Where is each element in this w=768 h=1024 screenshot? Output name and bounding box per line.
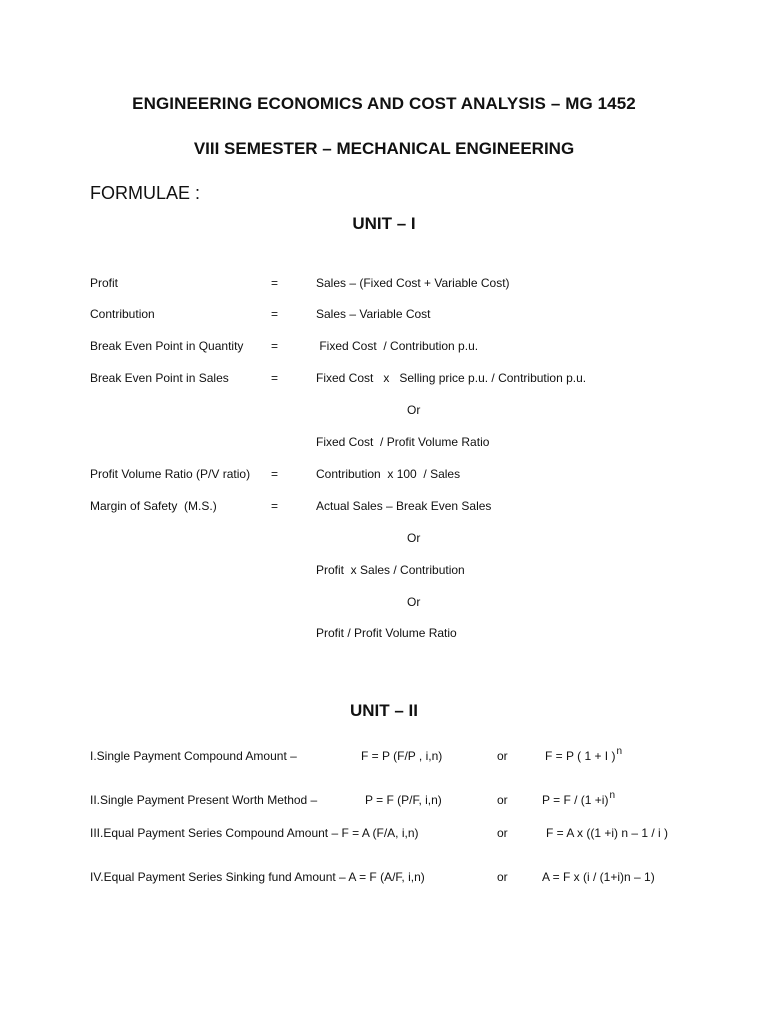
unit-1-heading: UNIT – I — [352, 214, 416, 233]
formulae-label: FORMULAE : — [90, 183, 201, 203]
formula-margin-of-safety-alt-2: Profit / Profit Volume Ratio — [316, 626, 457, 640]
equals-sign: = — [271, 276, 279, 290]
formula-pv-ratio: Contribution x 100 / Sales — [316, 467, 461, 481]
document-title: ENGINEERING ECONOMICS AND COST ANALYSIS – MG 1452 — [132, 94, 636, 113]
term-bep-quantity: Break Even Point in Quantity — [90, 339, 244, 353]
formula-text: F = P ( 1 + I ) — [545, 749, 616, 763]
term-pv-ratio: Profit Volume Ratio (P/V ratio) — [90, 467, 251, 481]
formula-contribution: Sales – Variable Cost — [316, 307, 431, 321]
document-subtitle: VIII SEMESTER – MECHANICAL ENGINEERING — [193, 139, 575, 158]
superscript-n: n — [609, 790, 616, 801]
or-text: Or — [407, 531, 421, 545]
unit-2-row-alt-formula — [545, 746, 623, 763]
unit-2-row-formula: F = P (F/P , i,n) — [361, 749, 443, 763]
formula-margin-of-safety-alt-1: Profit x Sales / Contribution — [316, 563, 465, 577]
formula-margin-of-safety: Actual Sales – Break Even Sales — [316, 499, 492, 513]
superscript-n: n — [616, 746, 623, 757]
equals-sign: = — [271, 499, 279, 513]
or-text: or — [497, 870, 508, 884]
or-text: or — [497, 749, 508, 763]
equals-sign: = — [271, 467, 279, 481]
unit-2-row-label: III.Equal Payment Series Compound Amount – F = A (F/A, i,n) — [90, 826, 419, 840]
unit-2-heading: UNIT – II — [349, 701, 418, 720]
equals-sign: = — [271, 307, 279, 321]
unit-2-row-alt-formula: A = F x (i / (1+i)n – 1) — [542, 870, 655, 884]
formula-bep-sales: Fixed Cost x Selling price p.u. / Contribution p.u. — [316, 371, 587, 385]
formula-bep-sales-alt: Fixed Cost / Profit Volume Ratio — [316, 435, 490, 449]
formula-bep-quantity: Fixed Cost / Contribution p.u. — [316, 339, 479, 353]
term-contribution: Contribution — [90, 307, 155, 321]
unit-2-row-alt-formula: F = A x ((1 +i) n – 1 / i ) — [546, 826, 669, 840]
unit-2-row-label: I.Single Payment Compound Amount – — [90, 749, 297, 763]
or-text: Or — [407, 403, 421, 417]
equals-sign: = — [271, 371, 279, 385]
unit-2-row-label: II.Single Payment Present Worth Method – — [90, 793, 318, 807]
or-text: Or — [407, 595, 421, 609]
term-profit: Profit — [90, 276, 119, 290]
equals-sign: = — [271, 339, 279, 353]
formula-profit: Sales – (Fixed Cost + Variable Cost) — [316, 276, 510, 290]
term-margin-of-safety: Margin of Safety (M.S.) — [90, 499, 217, 513]
term-bep-sales: Break Even Point in Sales — [90, 371, 229, 385]
formula-text: P = F / (1 +i) — [542, 793, 609, 807]
or-text: or — [497, 826, 508, 840]
unit-2-row-formula: P = F (P/F, i,n) — [365, 793, 442, 807]
unit-2-row-label: IV.Equal Payment Series Sinking fund Amount – A = F (A/F, i,n) — [90, 870, 425, 884]
unit-2-row-alt-formula — [542, 790, 616, 807]
or-text: or — [497, 793, 508, 807]
